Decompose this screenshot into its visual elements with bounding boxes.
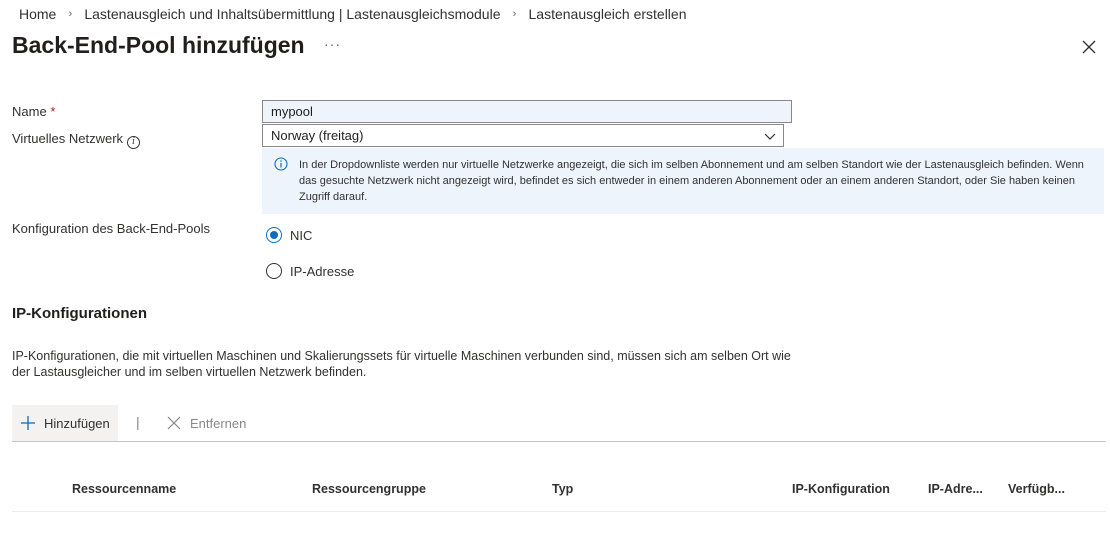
section-title: IP-Konfigurationen (12, 305, 147, 322)
toolbar-separator: | (136, 414, 140, 430)
radio-nic-label: NIC (290, 227, 313, 243)
info-circle-icon (274, 157, 288, 171)
add-button-label: Hinzufügen (44, 415, 110, 431)
breadcrumb-separator-icon: › (68, 8, 73, 20)
page-title: Back-End-Pool hinzufügen (12, 32, 305, 58)
name-input[interactable]: mypool (262, 100, 792, 123)
chevron-down-icon (763, 129, 777, 143)
radio-ip-address[interactable] (266, 263, 354, 279)
close-icon (166, 415, 182, 431)
toolbar-divider (12, 441, 1106, 442)
config-label: Konfiguration des Back-End-Pools (12, 221, 211, 236)
more-options-button[interactable]: ··· (324, 36, 341, 52)
column-header-ip-configuration[interactable]: IP-Konfiguration (792, 482, 890, 496)
name-label (12, 104, 55, 119)
radio-ip-address-circle[interactable] (266, 263, 282, 279)
breadcrumb (19, 5, 687, 23)
info-icon[interactable]: i (127, 136, 140, 149)
breadcrumb-load-balancing[interactable]: Lastenausgleich und Inhaltsübermittlung | Lastenausgleichsmodule (84, 6, 501, 22)
plus-icon (20, 415, 36, 431)
table-header-divider (12, 511, 1106, 512)
radio-ip-address-label: IP-Adresse (290, 263, 355, 279)
close-icon (1080, 38, 1098, 56)
info-message (262, 148, 1104, 214)
vnet-label (12, 131, 140, 149)
vnet-label-text: Virtuelles Netzwerk (12, 131, 124, 146)
remove-button-label: Entfernen (190, 415, 247, 431)
column-header-availability[interactable]: Verfügb... (1008, 482, 1065, 496)
breadcrumb-separator-icon: › (512, 8, 517, 20)
breadcrumb-home[interactable]: Home (19, 6, 57, 22)
radio-nic-circle[interactable] (266, 227, 282, 243)
vnet-dropdown-value: Norway (freitag) (271, 128, 364, 143)
close-button[interactable] (1080, 38, 1098, 56)
radio-nic[interactable] (266, 227, 312, 243)
column-header-ip-address[interactable]: IP-Adre... (928, 482, 983, 496)
column-header-resource-name[interactable]: Ressourcenname (72, 482, 177, 496)
required-marker: * (50, 104, 56, 119)
name-label-text: Name (12, 104, 47, 119)
column-header-type[interactable]: Typ (552, 482, 574, 496)
vnet-dropdown[interactable] (262, 124, 784, 147)
section-description: IP-Konfigurationen, die mit virtuellen Maschinen und Skalierungssets für virtuelle Maschinen verbunden sind, müssen sich am selben Ort wie der Lastausgleicher und im selben virtuellen Netzwerk befinden. (12, 349, 791, 379)
info-message-text: In der Dropdownliste werden nur virtuelle Netzwerke angezeigt, die sich im selben Abonnement und am selben Standort wie der Lastenausgleich befinden. Wenn das gesuchte Netzwerk nicht angezeigt wird, befindet es sich entweder in einem anderen Abonnement oder an einem anderen Standort, oder Sie haben keinen Zugriff darauf. (299, 159, 1084, 203)
breadcrumb-create-load-balancer[interactable]: Lastenausgleich erstellen (528, 6, 687, 22)
remove-button[interactable] (166, 405, 246, 441)
add-button[interactable] (12, 405, 118, 441)
column-header-resource-group[interactable]: Ressourcengruppe (312, 482, 426, 496)
